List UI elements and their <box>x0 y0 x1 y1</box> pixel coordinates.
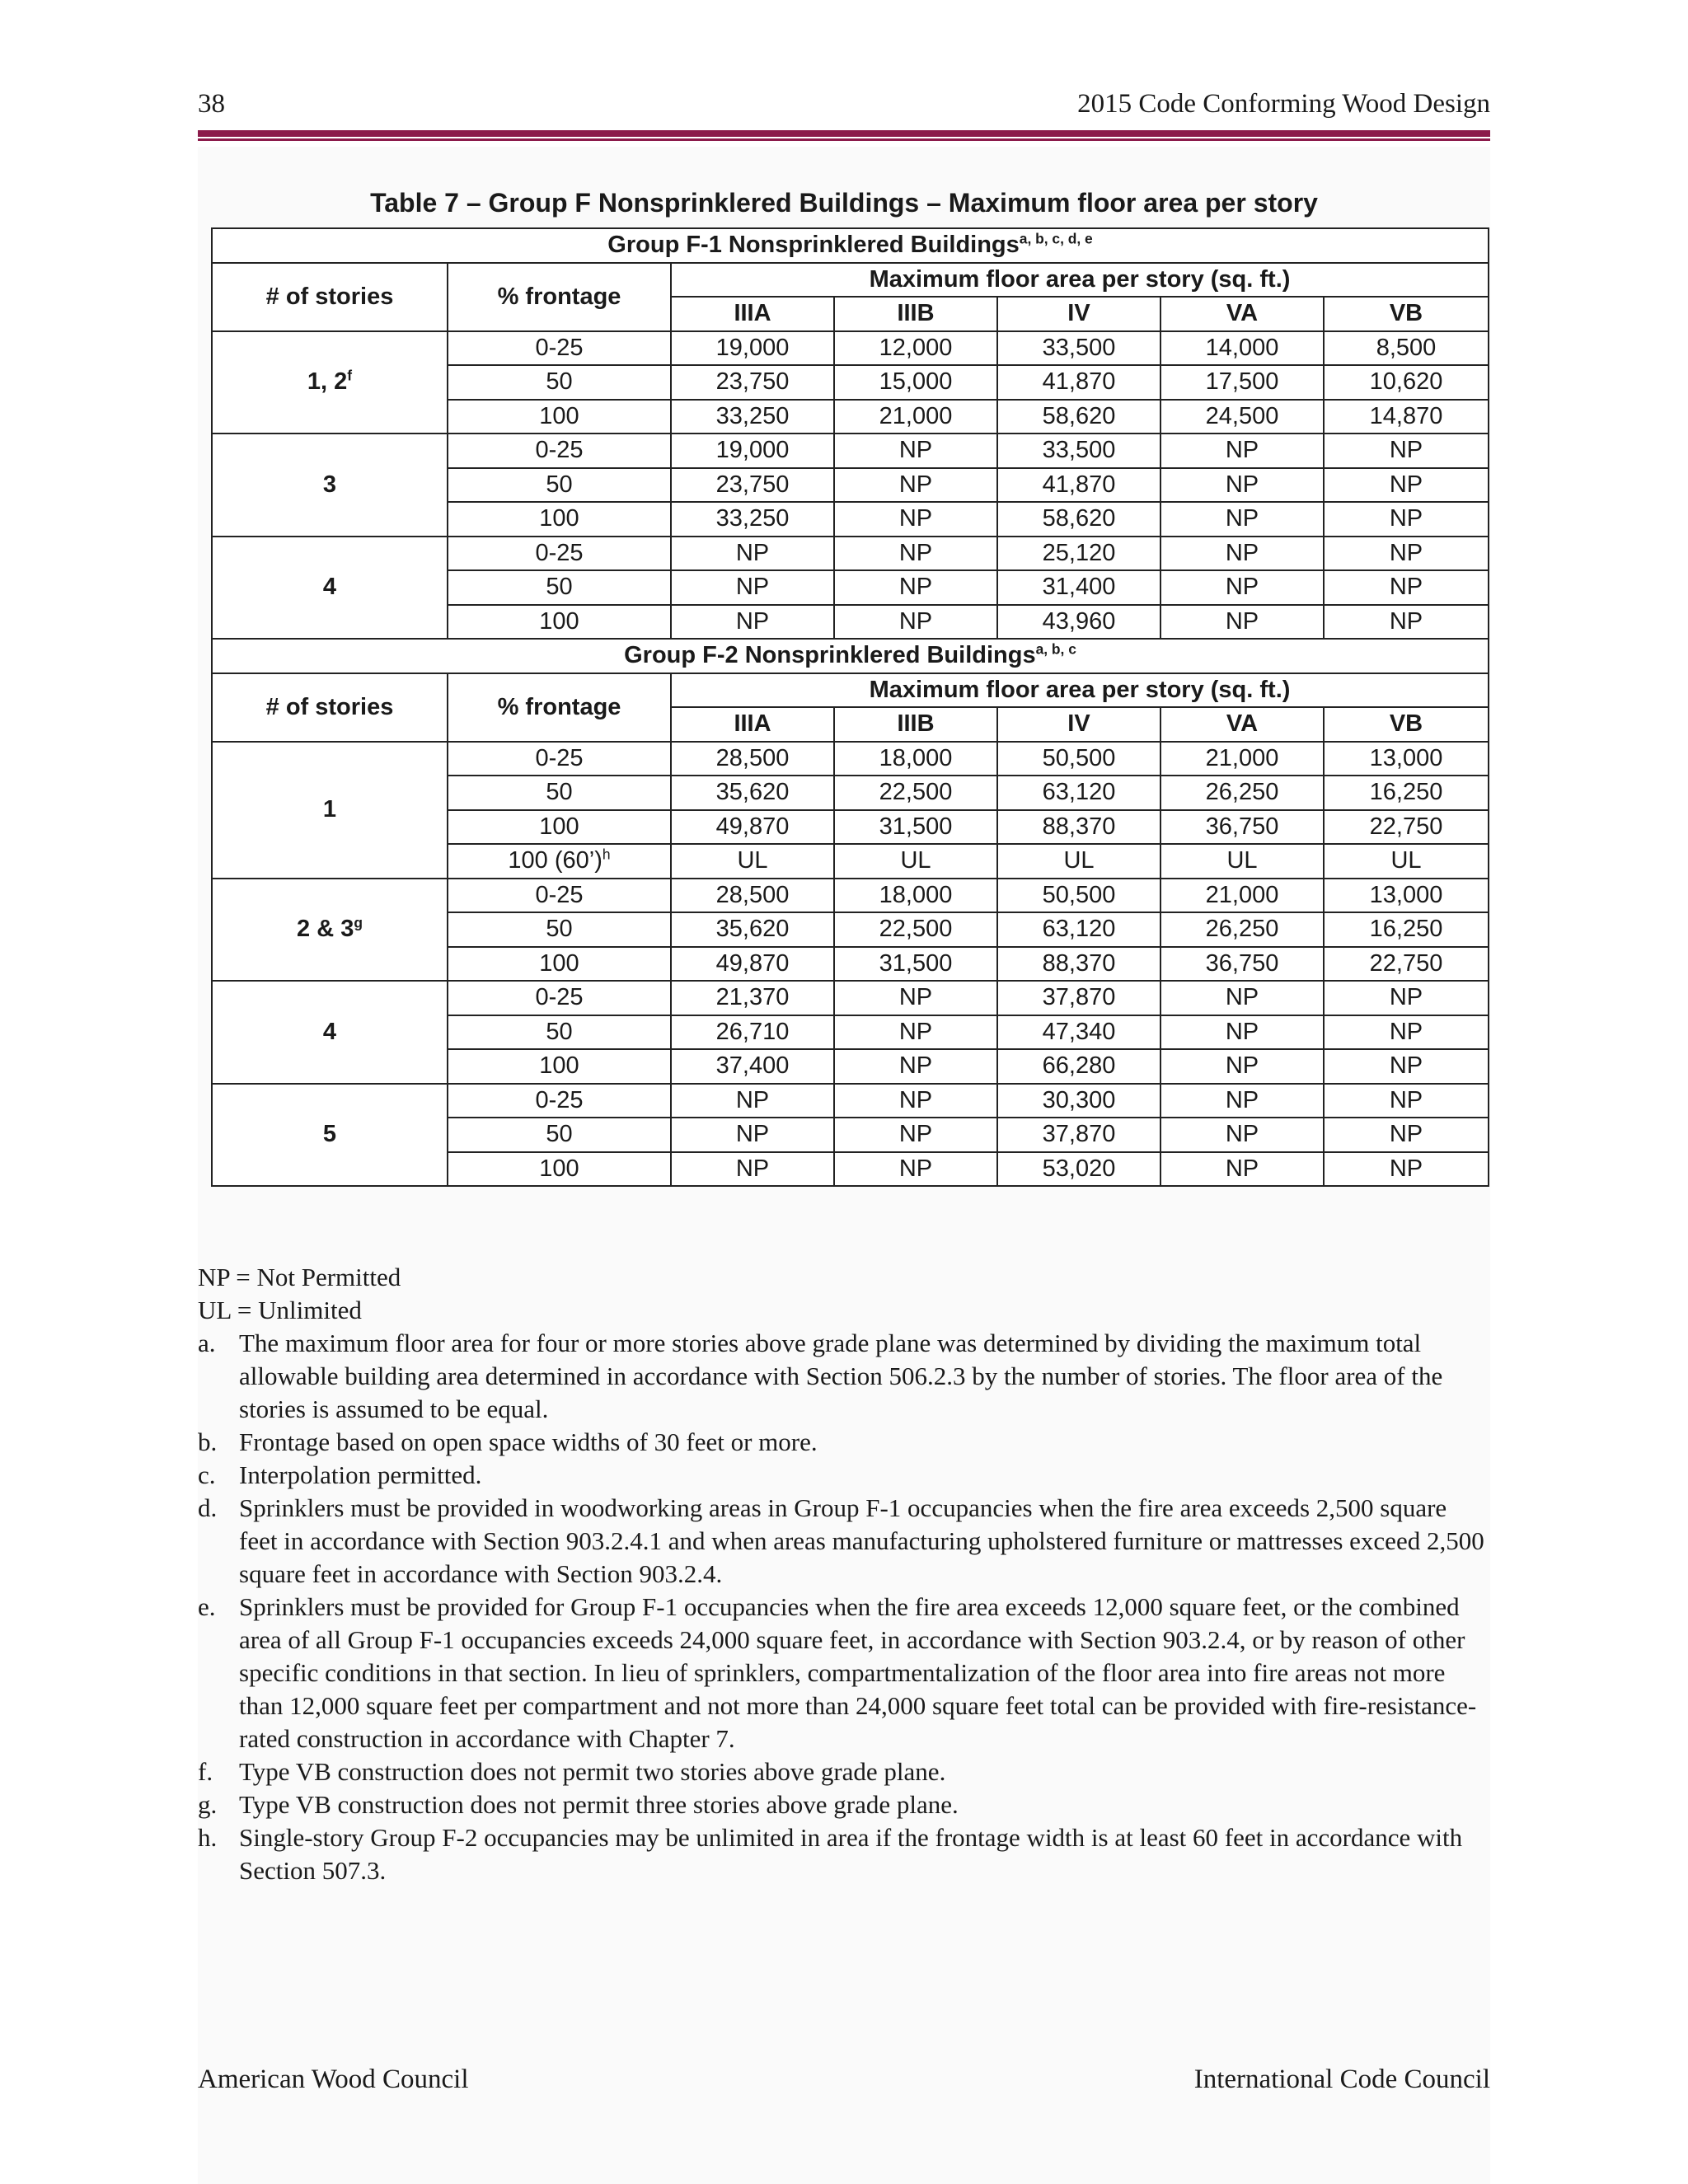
area-cell: 50,500 <box>997 742 1160 776</box>
frontage-cell-text: 100 (60’) <box>508 847 603 874</box>
area-cell: 21,000 <box>834 400 997 434</box>
type-header: VA <box>1160 297 1324 331</box>
area-cell: 41,870 <box>997 365 1160 400</box>
area-cell: 21,370 <box>671 981 834 1015</box>
area-cell: NP <box>834 1015 997 1050</box>
area-cell: 26,250 <box>1160 912 1324 947</box>
area-cell: 18,000 <box>834 879 997 913</box>
area-cell: 28,500 <box>671 742 834 776</box>
frontage-cell <box>448 742 671 776</box>
table-row <box>212 879 1489 913</box>
area-cell: NP <box>1160 434 1324 468</box>
area-cell: 33,500 <box>997 331 1160 366</box>
area-cell: 88,370 <box>997 947 1160 982</box>
frontage-cell-text: 0-25 <box>535 539 584 566</box>
footnote-letter: c. <box>198 1460 216 1489</box>
area-cell: 37,870 <box>997 1118 1160 1152</box>
area-cell: NP <box>834 434 997 468</box>
stories-cell-text: 3 <box>322 471 337 498</box>
frontage-cell-text: 50 <box>546 779 573 806</box>
area-cell: 24,500 <box>1160 400 1324 434</box>
frontage-cell <box>448 605 671 640</box>
frontage-cell <box>448 1084 671 1118</box>
area-cell: 33,500 <box>997 434 1160 468</box>
area-cell: NP <box>1160 1049 1324 1084</box>
footnote-text: Frontage based on open space widths of 30 feet or more. <box>239 1427 818 1456</box>
f2-heading-footnote: a, b, c <box>1035 640 1076 658</box>
frontage-cell <box>448 468 671 503</box>
area-cell: NP <box>1160 1015 1324 1050</box>
running-title: 2015 Code Conforming Wood Design <box>1077 89 1490 119</box>
footnote-text: Sprinklers must be provided in woodworking areas in Group F-1 occupancies when the fire area exceeds 2,500 square feet in accordance with Section 903.2.4.1 and when areas manufacturing upholstered furniture or mattresses exceed 2,500 square feet in accordance with Section 903.2.4. <box>239 1493 1484 1588</box>
area-cell: 8,500 <box>1324 331 1489 366</box>
area-cell: 31,500 <box>834 810 997 845</box>
area-cell: UL <box>997 844 1160 879</box>
area-cell: NP <box>1160 605 1324 640</box>
stories-cell-footnote: g <box>354 914 363 931</box>
area-cell: NP <box>1324 1049 1489 1084</box>
frontage-cell <box>448 981 671 1015</box>
footnote-text: Single-story Group F-2 occupancies may be unlimited in area if the frontage width is at least 60 feet in accordance with Section 507.3. <box>239 1823 1463 1885</box>
type-header: VA <box>1160 707 1324 742</box>
frontage-cell <box>448 331 671 366</box>
frontage-cell-text: 50 <box>546 1121 573 1148</box>
page-number: 38 <box>198 89 225 119</box>
area-cell: 13,000 <box>1324 879 1489 913</box>
table-row <box>212 434 1489 468</box>
frontage-cell-text: 50 <box>546 368 573 396</box>
area-cell: NP <box>834 981 997 1015</box>
area-cell: NP <box>834 1084 997 1118</box>
footer-publisher: American Wood Council <box>198 2064 469 2094</box>
area-cell: NP <box>671 1084 834 1118</box>
area-cell: 26,710 <box>671 1015 834 1050</box>
type-header: VB <box>1324 707 1489 742</box>
area-cell: NP <box>834 605 997 640</box>
footnote <box>198 1426 1490 1459</box>
stories-header: # of stories <box>212 263 448 331</box>
area-cell: NP <box>834 570 997 605</box>
area-cell: 37,870 <box>997 981 1160 1015</box>
area-cell: NP <box>1324 605 1489 640</box>
frontage-cell-text: 0-25 <box>535 744 584 771</box>
area-cell: NP <box>671 1152 834 1187</box>
frontage-cell <box>448 1015 671 1050</box>
area-cell: NP <box>1160 537 1324 571</box>
f1-heading-row <box>212 228 1489 263</box>
f2-header-row <box>212 673 1489 708</box>
frontage-cell <box>448 810 671 845</box>
area-cell: NP <box>1324 1152 1489 1187</box>
frontage-cell <box>448 947 671 982</box>
stories-cell-text: 1 <box>322 796 337 823</box>
stories-cell <box>212 537 448 640</box>
footnote-text: The maximum floor area for four or more stories above grade plane was determined by dividing the maximum total allowable building area determined in accordance with Section 506.2.3 by the number of stories. The floor area of the stories is assumed to be equal. <box>239 1329 1443 1423</box>
frontage-cell <box>448 537 671 571</box>
frontage-cell-text: 100 <box>539 813 579 840</box>
frontage-cell <box>448 434 671 468</box>
header-rule-thick <box>198 130 1490 137</box>
area-cell: 53,020 <box>997 1152 1160 1187</box>
area-cell: 26,250 <box>1160 776 1324 810</box>
area-cell: 35,620 <box>671 776 834 810</box>
area-cell: 63,120 <box>997 776 1160 810</box>
type-header: VB <box>1324 297 1489 331</box>
table-title: Table 7 – Group F Nonsprinklered Buildings – Maximum floor area per story <box>370 188 1318 218</box>
type-header: IIIA <box>671 297 834 331</box>
area-cell: 13,000 <box>1324 742 1489 776</box>
type-header: IIIB <box>834 297 997 331</box>
area-cell: NP <box>1324 537 1489 571</box>
frontage-cell <box>448 502 671 537</box>
frontage-cell <box>448 570 671 605</box>
area-cell: 22,500 <box>834 776 997 810</box>
max-area-header: Maximum floor area per story (sq. ft.) <box>671 673 1489 708</box>
area-cell: 28,500 <box>671 879 834 913</box>
f1-heading-footnote: a, b, c, d, e <box>1019 230 1093 247</box>
note-ul: UL = Unlimited <box>198 1296 362 1324</box>
footnote <box>198 1788 1490 1821</box>
area-cell: NP <box>1324 981 1489 1015</box>
area-cell: NP <box>1324 1118 1489 1152</box>
area-cell: NP <box>1160 468 1324 503</box>
frontage-cell <box>448 912 671 947</box>
frontage-cell-text: 0-25 <box>535 334 584 361</box>
area-cell: NP <box>1160 981 1324 1015</box>
footnote <box>198 1821 1490 1887</box>
frontage-cell-text: 100 <box>539 607 579 635</box>
f1-heading <box>212 228 1489 263</box>
frontage-header: % frontage <box>448 673 671 742</box>
frontage-cell <box>448 400 671 434</box>
f2-heading-text: Group F-2 Nonsprinklered Buildings <box>624 642 1036 669</box>
type-header: IIIB <box>834 707 997 742</box>
area-cell: 14,870 <box>1324 400 1489 434</box>
footnote-text: Sprinklers must be provided for Group F-1 occupancies when the fire area exceeds 12,000 square feet, or the combined area of all Group F-1 occupancies exceeds 24,000 square feet, in accordance with Section 903.2.4, or by reason of other specific conditions in that section. In lieu of sprinklers, compartmentalization of the floor area into fire areas not more than 12,000 square feet per compartment and not more than 24,000 square feet total can be provided with fire-resistance-rated construction in accordance with Chapter 7. <box>239 1592 1477 1753</box>
stories-cell-text: 4 <box>322 574 337 601</box>
frontage-cell-text: 100 <box>539 1052 579 1080</box>
area-cell: NP <box>834 1118 997 1152</box>
area-cell: NP <box>834 537 997 571</box>
area-cell: NP <box>1324 1015 1489 1050</box>
type-header: IIIA <box>671 707 834 742</box>
stories-cell <box>212 331 448 434</box>
table-row <box>212 331 1489 366</box>
area-cell: 58,620 <box>997 502 1160 537</box>
area-cell: NP <box>1160 570 1324 605</box>
footnote-letter: f. <box>198 1757 213 1786</box>
f1-header-row <box>212 263 1489 298</box>
f1-heading-text: Group F-1 Nonsprinklered Buildings <box>607 232 1020 259</box>
area-cell: 88,370 <box>997 810 1160 845</box>
frontage-cell <box>448 844 671 879</box>
footnote <box>198 1459 1490 1492</box>
table-row <box>212 537 1489 571</box>
area-cell: 33,250 <box>671 502 834 537</box>
area-cell: 22,500 <box>834 912 997 947</box>
area-cell: NP <box>1324 1084 1489 1118</box>
area-cell: 41,870 <box>997 468 1160 503</box>
frontage-cell-text: 0-25 <box>535 881 584 908</box>
stories-cell-text: 4 <box>322 1018 337 1045</box>
f2-heading-row <box>212 639 1489 673</box>
area-cell: NP <box>671 1118 834 1152</box>
area-cell: 15,000 <box>834 365 997 400</box>
area-cell: 31,400 <box>997 570 1160 605</box>
area-cell: 31,500 <box>834 947 997 982</box>
footnote <box>198 1327 1490 1426</box>
area-cell: NP <box>1324 434 1489 468</box>
type-header: IV <box>997 707 1160 742</box>
table-row <box>212 981 1489 1015</box>
stories-cell <box>212 742 448 879</box>
area-cell: 49,870 <box>671 810 834 845</box>
frontage-cell <box>448 776 671 810</box>
table-row <box>212 1084 1489 1118</box>
footnote-text: Type VB construction does not permit two stories above grade plane. <box>239 1757 946 1786</box>
table-notes <box>198 1261 1490 1887</box>
area-cell: UL <box>834 844 997 879</box>
area-cell: NP <box>671 570 834 605</box>
stories-cell <box>212 879 448 982</box>
frontage-cell <box>448 1118 671 1152</box>
max-area-header: Maximum floor area per story (sq. ft.) <box>671 263 1489 298</box>
area-cell: NP <box>834 1049 997 1084</box>
footnote-letter: e. <box>198 1592 216 1621</box>
area-cell: 16,250 <box>1324 776 1489 810</box>
area-cell: 23,750 <box>671 468 834 503</box>
area-cell: 16,250 <box>1324 912 1489 947</box>
stories-cell-text: 2 & 3 <box>297 916 354 943</box>
footnote-letter: a. <box>198 1329 216 1357</box>
area-cell: 19,000 <box>671 331 834 366</box>
footnotes-list <box>198 1327 1490 1887</box>
stories-cell <box>212 981 448 1084</box>
area-cell: 19,000 <box>671 434 834 468</box>
area-cell: 10,620 <box>1324 365 1489 400</box>
area-cell: 21,000 <box>1160 742 1324 776</box>
area-cell: 37,400 <box>671 1049 834 1084</box>
area-cell: 22,750 <box>1324 810 1489 845</box>
area-cell: 43,960 <box>997 605 1160 640</box>
footnote-letter: g. <box>198 1790 218 1819</box>
area-cell: NP <box>1160 1084 1324 1118</box>
footnote-letter: h. <box>198 1823 218 1852</box>
area-cell: 33,250 <box>671 400 834 434</box>
area-cell: NP <box>834 502 997 537</box>
frontage-cell-text: 50 <box>546 1018 573 1045</box>
frontage-cell <box>448 879 671 913</box>
area-cell: NP <box>1324 570 1489 605</box>
frontage-cell-text: 0-25 <box>535 437 584 464</box>
stories-cell-text: 5 <box>322 1121 337 1148</box>
frontage-cell <box>448 365 671 400</box>
frontage-cell-text: 50 <box>546 916 573 943</box>
frontage-cell-text: 50 <box>546 574 573 601</box>
footnote <box>198 1755 1490 1788</box>
type-header: IV <box>997 297 1160 331</box>
f2-heading <box>212 639 1489 673</box>
footnote-text: Type VB construction does not permit three stories above grade plane. <box>239 1790 959 1819</box>
area-cell: 36,750 <box>1160 810 1324 845</box>
header-rule-thin <box>198 138 1490 141</box>
stories-cell-text: 1, 2 <box>307 368 348 396</box>
area-cell: NP <box>1160 502 1324 537</box>
area-cell: UL <box>671 844 834 879</box>
frontage-cell-text: 100 <box>539 1155 579 1182</box>
frontage-cell <box>448 1049 671 1084</box>
area-cell: NP <box>671 605 834 640</box>
stories-cell-footnote: f <box>347 367 353 384</box>
area-cell: 50,500 <box>997 879 1160 913</box>
area-cell: 66,280 <box>997 1049 1160 1084</box>
area-cell: NP <box>671 537 834 571</box>
area-cell: 23,750 <box>671 365 834 400</box>
stories-header: # of stories <box>212 673 448 742</box>
area-cell: 58,620 <box>997 400 1160 434</box>
table-body <box>212 228 1489 1186</box>
area-cell: 49,870 <box>671 947 834 982</box>
stories-cell <box>212 434 448 537</box>
frontage-cell-text: 0-25 <box>535 1086 584 1113</box>
area-cell: 17,500 <box>1160 365 1324 400</box>
footnote <box>198 1591 1490 1755</box>
footnote-text: Interpolation permitted. <box>239 1460 482 1489</box>
area-cell: NP <box>1324 468 1489 503</box>
frontage-cell <box>448 1152 671 1187</box>
area-cell: 25,120 <box>997 537 1160 571</box>
area-cell: UL <box>1324 844 1489 879</box>
area-cell: 47,340 <box>997 1015 1160 1050</box>
area-cell: 22,750 <box>1324 947 1489 982</box>
frontage-cell-footnote: h <box>602 846 611 863</box>
frontage-cell-text: 0-25 <box>535 984 584 1011</box>
area-cell: 36,750 <box>1160 947 1324 982</box>
footnote <box>198 1492 1490 1591</box>
footer-partner: International Code Council <box>1193 2064 1490 2094</box>
table-row <box>212 742 1489 776</box>
note-np: NP = Not Permitted <box>198 1263 401 1291</box>
area-cell: NP <box>834 468 997 503</box>
area-cell: NP <box>1160 1152 1324 1187</box>
area-cell: NP <box>1324 502 1489 537</box>
frontage-cell-text: 100 <box>539 949 579 977</box>
area-cell: 12,000 <box>834 331 997 366</box>
floor-area-table <box>211 227 1489 1187</box>
frontage-cell-text: 50 <box>546 471 573 498</box>
area-cell: NP <box>834 1152 997 1187</box>
frontage-cell-text: 100 <box>539 402 579 429</box>
area-cell: 30,300 <box>997 1084 1160 1118</box>
frontage-cell-text: 100 <box>539 505 579 532</box>
area-cell: 18,000 <box>834 742 997 776</box>
area-cell: 35,620 <box>671 912 834 947</box>
area-cell: 63,120 <box>997 912 1160 947</box>
frontage-header: % frontage <box>448 263 671 331</box>
stories-cell <box>212 1084 448 1187</box>
area-cell: NP <box>1160 1118 1324 1152</box>
footnote-letter: b. <box>198 1427 218 1456</box>
area-cell: UL <box>1160 844 1324 879</box>
area-cell: 14,000 <box>1160 331 1324 366</box>
area-cell: 21,000 <box>1160 879 1324 913</box>
footnote-letter: d. <box>198 1493 218 1522</box>
